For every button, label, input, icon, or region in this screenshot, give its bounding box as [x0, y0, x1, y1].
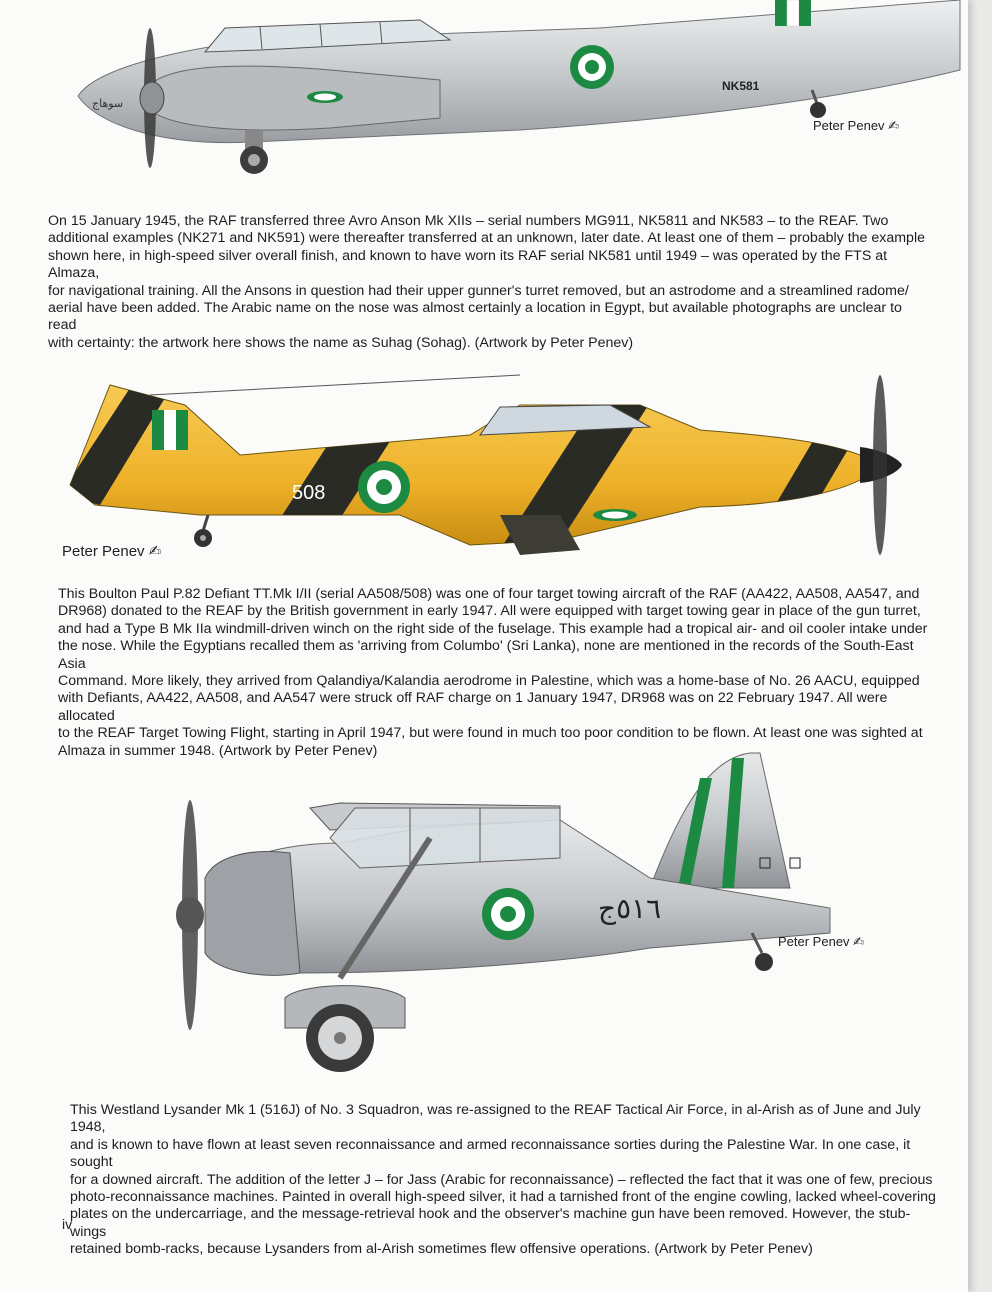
defiant-caption: [58, 586, 928, 760]
defiant-artist-signature: [62, 542, 161, 560]
caption-line: DR968) donated to the REAF by the British government in early 1947. All were equipped with target towing gear in place of the gun turret,: [58, 603, 921, 620]
lysander-caption: [70, 1102, 940, 1259]
anson-nose-name: سوهاج: [92, 97, 124, 110]
caption-line: Almaza in summer 1948. (Artwork by Peter Penev): [58, 742, 378, 759]
anson-artwork: [0, 0, 968, 200]
caption-line: with certainty: the artwork here shows the name as Suhag (Sohag). (Artwork by Peter Penev): [48, 334, 634, 351]
lysander-artwork: [0, 748, 968, 1088]
anson-caption: [48, 213, 928, 352]
caption-line: and had a Type B Mk IIa windmill-driven winch on the right side of the fuselage. This example had a tropical air- and oil cooler intake under: [58, 620, 928, 637]
caption-line: with Defiants, AA422, AA508, and AA547 were struck off RAF charge on 1 January 1947, DR968 was on 22 February 1947. All were allocated: [58, 690, 888, 724]
anson-artist-signature: [813, 118, 899, 134]
caption-line: On 15 January 1945, the RAF transferred three Avro Anson Mk XIIs – serial numbers MG911, NK5811 and NK583 – to the REAF. Two: [48, 213, 889, 229]
caption-line: plates on the undercarriage, and the message-retrieval hook and the observer's machine gun have been removed. However, the stub-wings: [70, 1206, 911, 1240]
caption-line: to the REAF Target Towing Flight, starting in April 1947, but were found in much too poor condition to be flown. At least one was sighted at: [58, 725, 923, 742]
caption-line: retained bomb-racks, because Lysanders from al-Arish sometimes flew offensive operations. (Artwork by Peter Penev): [70, 1241, 813, 1258]
caption-line: for a downed aircraft. The addition of the letter J – for Jass (Arabic for reconnaissance) – reflected the fact that it was one of few, precious: [70, 1171, 933, 1188]
caption-line: aerial have been added. The Arabic name on the nose was almost certainly a location in Egypt, but available photographs are unclear to read: [48, 300, 902, 334]
lysander-code: ٥١٦ج: [598, 892, 662, 925]
feather-pen-icon: ✍: [853, 934, 865, 949]
caption-line: This Westland Lysander Mk 1 (516J) of No. 3 Squadron, was re-assigned to the REAF Tactical Air Force, in al-Arish as of June and July 1948,: [70, 1102, 921, 1136]
caption-line: the nose. While the Egyptians recalled them as 'arriving from Columbo' (Sri Lanka), none are mentioned in the records of the South-East Asia: [58, 638, 914, 672]
signature-text: Peter Penev: [778, 934, 850, 949]
caption-line: photo-reconnaissance machines. Painted in overall high-speed silver, it had a tarnished front of the engine cowling, lacked wheel-covering: [70, 1189, 936, 1206]
page-number: iv: [62, 1216, 73, 1232]
caption-line: for navigational training. All the Ansons in question had their upper gunner's turret removed, but an astrodome and a streamlined radome/: [48, 282, 909, 299]
caption-line: Command. More likely, they arrived from Qalandiya/Kalandia aerodrome in Palestine, which was a home-base of No. 26 AACU, equipped: [58, 673, 920, 690]
feather-pen-icon: ✍: [888, 118, 900, 133]
caption-line: additional examples (NK271 and NK591) were thereafter transferred at an unknown, later date. At least one of them – probably the example: [48, 230, 925, 247]
lysander-artist-signature: [778, 934, 864, 950]
defiant-code: 508: [292, 482, 326, 504]
anson-serial: NK581: [722, 79, 760, 93]
caption-line: shown here, in high-speed silver overall finish, and known to have worn its RAF serial NK581 until 1949 – was operated by the FTS at Almaza,: [48, 247, 888, 282]
signature-text: Peter Penev: [62, 543, 145, 560]
caption-line: This Boulton Paul P.82 Defiant TT.Mk I/II (serial AA508/508) was one of four target towing aircraft of the RAF (AA422, AA508, AA547, and: [58, 586, 920, 602]
caption-line: and is known to have flown at least seven reconnaissance and armed reconnaissance sorties during the Palestine War. In one case, it sought: [70, 1136, 911, 1171]
signature-text: Peter Penev: [813, 118, 885, 133]
feather-pen-icon: ✍: [148, 543, 162, 560]
